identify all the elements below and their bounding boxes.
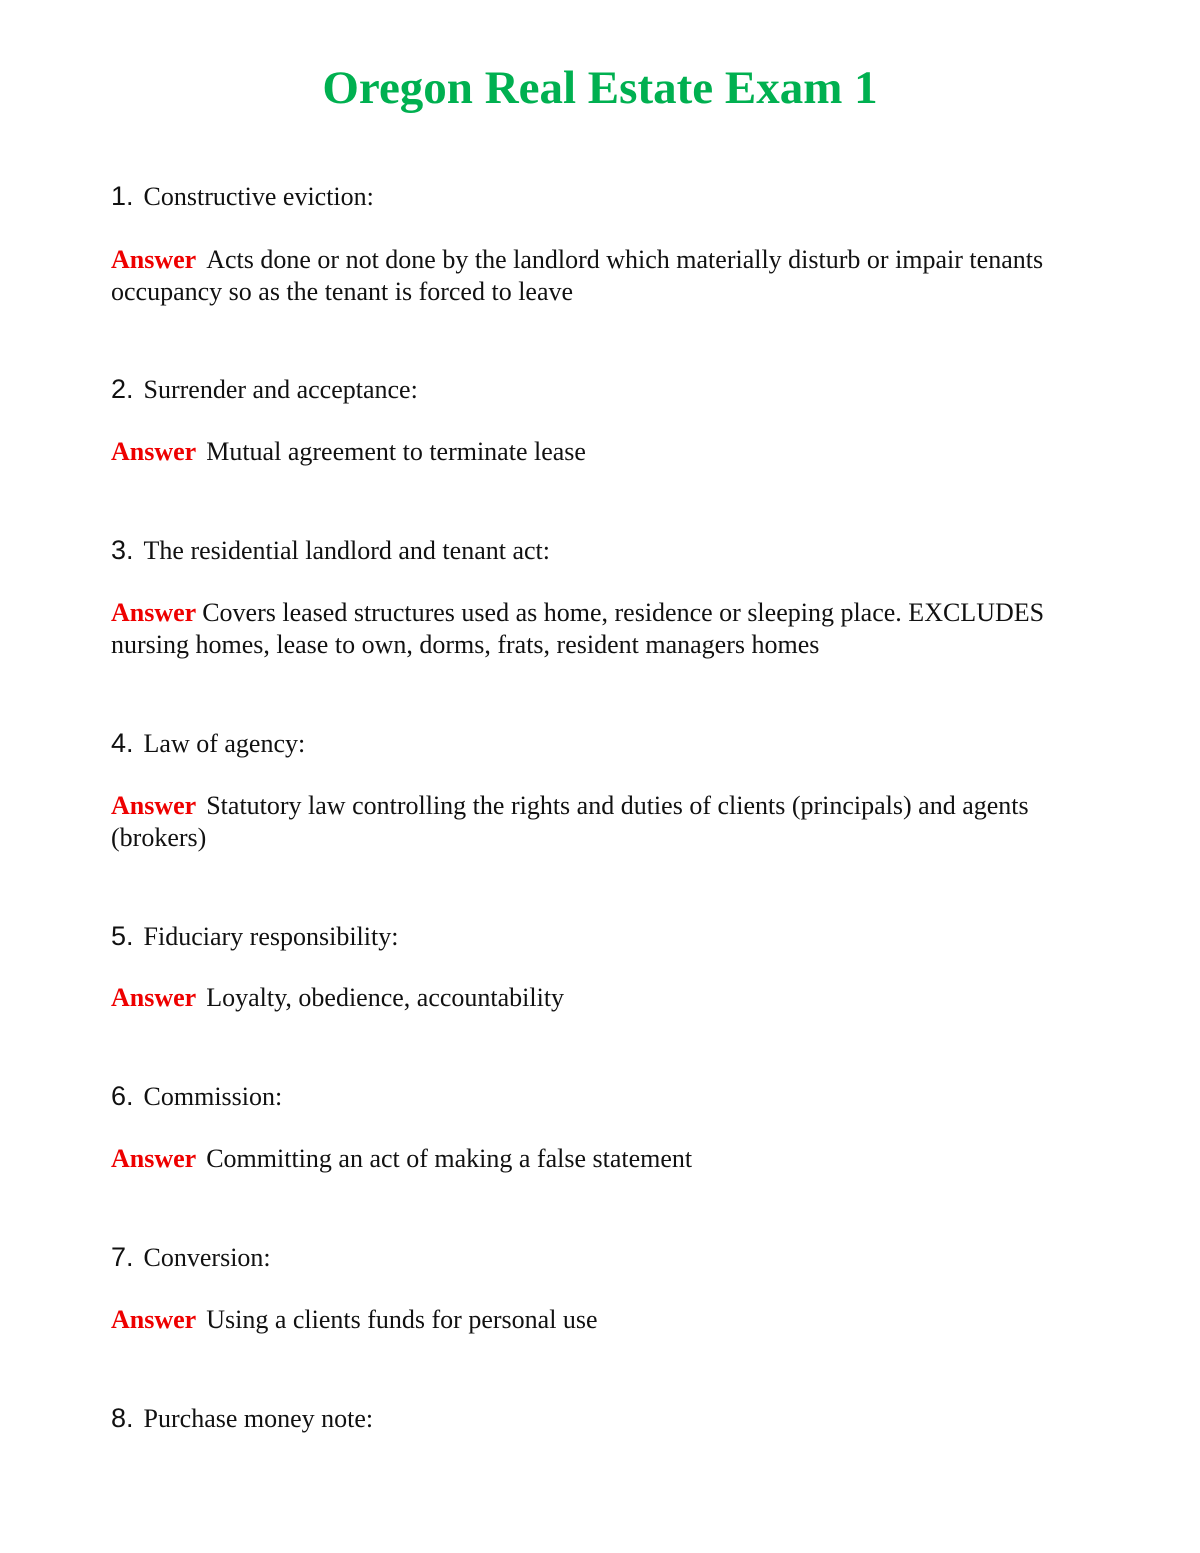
question-prompt: Commission:	[143, 1082, 283, 1111]
answer-6	[111, 1143, 1101, 1175]
answer-label: Answer	[111, 245, 197, 274]
page-title: Oregon Real Estate Exam 1	[322, 62, 878, 114]
question-number: 3.	[111, 535, 134, 565]
answer-text: Using a clients funds for personal use	[206, 1305, 598, 1334]
question-number: 6.	[111, 1081, 134, 1111]
answer-4	[111, 790, 1101, 854]
question-number: 7.	[111, 1242, 134, 1272]
answer-label: Answer	[111, 1305, 197, 1334]
question-number: 8.	[111, 1403, 134, 1433]
question-5	[111, 920, 1111, 953]
answer-label: Answer	[111, 598, 197, 627]
question-number: 4.	[111, 728, 134, 758]
answer-7	[111, 1304, 1101, 1336]
question-number: 1.	[111, 181, 134, 211]
answer-5	[111, 982, 1101, 1014]
answer-2	[111, 436, 1101, 468]
answer-text: Mutual agreement to terminate lease	[206, 437, 586, 466]
answer-text: Covers leased structures used as home, residence or sleeping place. EXCLUDES nursing homes, lease to own, dorms, frats, resident managers homes	[111, 598, 1045, 659]
question-8	[111, 1402, 1111, 1435]
answer-label: Answer	[111, 791, 197, 820]
answer-text: Committing an act of making a false statement	[206, 1144, 693, 1173]
question-number: 5.	[111, 921, 134, 951]
question-prompt: Purchase money note:	[143, 1404, 374, 1433]
question-3	[111, 534, 1111, 567]
question-prompt: Surrender and acceptance:	[143, 375, 418, 404]
question-number: 2.	[111, 374, 134, 404]
answer-label: Answer	[111, 437, 197, 466]
answer-1	[111, 244, 1101, 308]
answer-text: Acts done or not done by the landlord which materially disturb or impair tenants occupancy so as the tenant is forced to leave	[111, 245, 1044, 306]
question-1	[111, 180, 1111, 213]
answer-label: Answer	[111, 983, 197, 1012]
question-4	[111, 727, 1111, 760]
question-prompt: Conversion:	[143, 1243, 271, 1272]
question-prompt: Fiduciary responsibility:	[143, 922, 399, 951]
question-prompt: The residential landlord and tenant act:	[143, 536, 550, 565]
answer-text: Loyalty, obedience, accountability	[206, 983, 565, 1012]
question-7	[111, 1241, 1111, 1274]
answer-label: Answer	[111, 1144, 197, 1173]
question-6	[111, 1080, 1111, 1113]
answer-3	[111, 597, 1101, 661]
question-2	[111, 373, 1111, 406]
question-prompt: Constructive eviction:	[143, 182, 374, 211]
answer-text: Statutory law controlling the rights and duties of clients (principals) and agents (brokers)	[111, 791, 1029, 852]
question-prompt: Law of agency:	[143, 729, 306, 758]
